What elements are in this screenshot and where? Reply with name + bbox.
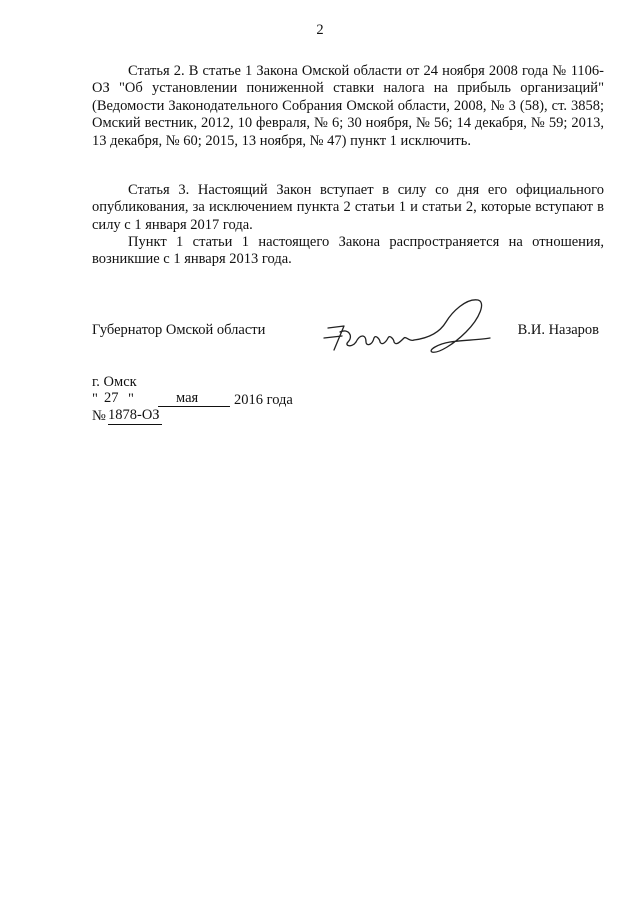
date-day: 27 [104, 390, 119, 406]
signature-block [92, 318, 604, 378]
governor-name: В.И. Назаров [517, 322, 599, 338]
article-2-paragraph: Статья 2. В статье 1 Закона Омской области от 24 ноября 2008 года № 1106-ОЗ "Об установлении пониженной ставки налога на прибыль организаций" (Ведомости Законодательного Собрания Омской области, 2008, № 3 (58), ст. 3858; Омский вестник, 2012, 10 февраля, № 6; 30 ноября, № 56; 14 декабря, № 59; 2013, 13 декабря, № 60; 2015, 13 ноября, № 47) пункт 1 исключить. [92, 63, 604, 149]
date-month: мая [176, 390, 199, 406]
number-sign: № [92, 408, 106, 424]
law-number-line [92, 408, 292, 425]
quote-close: " [128, 391, 134, 407]
city: г. Омск [92, 374, 137, 390]
page-number: 2 [316, 22, 324, 38]
article-3-point-paragraph: Пункт 1 статьи 1 настоящего Закона распространяется на отношения, возникшие с 1 января 2013 года. [92, 234, 604, 268]
governor-title: Губернатор Омской области [92, 322, 266, 338]
article-3-paragraph: Статья 3. Настоящий Закон вступает в силу со дня его официального опубликования, за исключением пункта 2 статьи 1 и статьи 2, которые вступают в силу с 1 января 2017 года. [92, 182, 604, 233]
law-number: 1878-ОЗ [108, 407, 160, 423]
handwritten-signature [320, 292, 520, 372]
date-line [92, 391, 312, 408]
quote-open: " [92, 391, 98, 407]
date-year: 2016 года [234, 392, 293, 408]
place-date-block [92, 374, 312, 425]
